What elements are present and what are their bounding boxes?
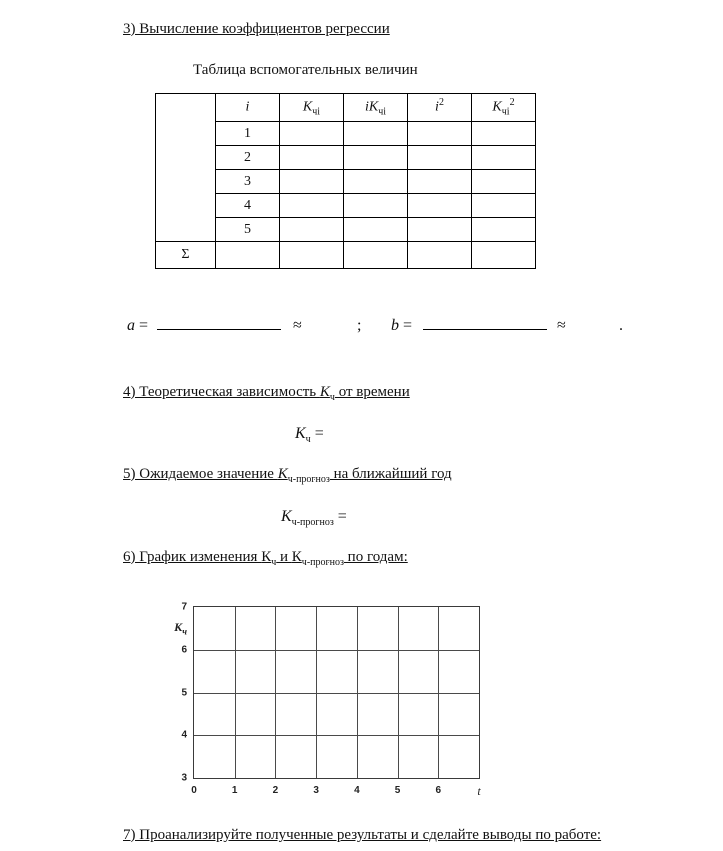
- approx-sign-b: ≈: [557, 317, 566, 334]
- formula-period: .: [619, 317, 623, 334]
- x-tick: 0: [191, 785, 197, 796]
- x-tick: 3: [313, 785, 319, 796]
- empty-cell: [280, 218, 344, 242]
- kch-year-chart: [174, 601, 481, 798]
- x-tick: 2: [272, 785, 279, 796]
- empty-cell: [344, 122, 408, 146]
- empty-cell: [472, 218, 536, 242]
- row-index-cell: 1: [216, 122, 280, 146]
- formula-separator: ;: [357, 317, 362, 334]
- grid-hline: [194, 735, 479, 736]
- empty-cell: [408, 170, 472, 194]
- kch-prognoz-formula: $K_{ч-прогноз}$ =: [281, 508, 347, 529]
- empty-cell: [280, 194, 344, 218]
- empty-cell: [344, 194, 408, 218]
- empty-cell: [408, 242, 472, 269]
- b-fraction-line: [423, 329, 547, 330]
- section-6-post: по годам:: [343, 549, 408, 565]
- empty-cell: [280, 146, 344, 170]
- row-index-cell: 3: [216, 170, 280, 194]
- sigma-cell: Σ: [156, 242, 216, 269]
- kch-formula: $K_ч$ =: [295, 425, 324, 446]
- y-tick: 4: [181, 729, 187, 741]
- empty-cell: [216, 242, 280, 269]
- empty-cell: [472, 122, 536, 146]
- empty-cell: [344, 146, 408, 170]
- x-tick: 6: [435, 785, 442, 796]
- grid-hline: [194, 650, 479, 651]
- empty-cell: [408, 146, 472, 170]
- regression-coefficient-formulas: [0, 317, 723, 341]
- col-header-i2: $i^2$: [408, 94, 472, 122]
- y-tick: 6: [181, 644, 187, 656]
- row-index-cell: 2: [216, 146, 280, 170]
- empty-cell: [472, 170, 536, 194]
- col-header-kchi: $K_{чi}$: [280, 94, 344, 122]
- grid-hline: [194, 693, 479, 694]
- y-axis-label: $К_ч$: [174, 620, 187, 637]
- section-6-heading: 6) График изменения $К_ч$ и $К_{ч-прогноз}$ по годам:: [123, 549, 408, 568]
- a-formula-lhs: a =: [127, 317, 149, 334]
- col-header-i: i: [216, 94, 280, 122]
- approx-sign-a: ≈: [293, 317, 302, 334]
- empty-cell: [344, 218, 408, 242]
- empty-cell: [408, 122, 472, 146]
- empty-cell: [472, 194, 536, 218]
- section-5-heading: 5) Ожидаемое значение $K_{ч-прогноз}$ на ближайший год: [123, 466, 452, 485]
- section-4-post: от времени: [334, 384, 410, 400]
- x-tick: 5: [394, 785, 401, 796]
- empty-cell: [408, 218, 472, 242]
- aux-table-title: Таблица вспомогательных величин: [193, 62, 418, 78]
- section-6-pre: 6) График изменения: [123, 549, 262, 565]
- empty-cell: [280, 122, 344, 146]
- col-header-kchi2: $K_{чi}^2$: [472, 94, 536, 122]
- empty-cell: [472, 146, 536, 170]
- section-4-pre: 4) Теоретическая зависимость: [123, 384, 320, 400]
- x-axis-label: t: [477, 784, 481, 798]
- empty-cell: [472, 242, 536, 269]
- row-index-cell: 4: [216, 194, 280, 218]
- y-tick: 3: [181, 772, 187, 784]
- empty-cell: [280, 242, 344, 269]
- section-7-heading-text: 7) Проанализируйте полученные результаты и сделайте выводы по работе:: [123, 827, 602, 843]
- table-sum-row: [156, 242, 536, 269]
- x-tick: 4: [354, 785, 360, 796]
- section-5-pre: 5) Ожидаемое значение: [123, 466, 278, 482]
- empty-cell: [408, 194, 472, 218]
- section-3-heading-text: 3) Вычисление коэффициентов регрессии: [123, 21, 390, 37]
- row-index-cell: 5: [216, 218, 280, 242]
- empty-cell: [344, 170, 408, 194]
- table-header-row: [156, 94, 536, 122]
- empty-cell: [280, 170, 344, 194]
- x-tick: 1: [231, 785, 238, 796]
- y-tick: 5: [181, 687, 187, 698]
- section-7-heading: [123, 827, 601, 844]
- section-3-heading: [123, 21, 390, 38]
- a-fraction-line: [157, 329, 281, 330]
- section-5-post: на ближайший год: [329, 466, 452, 482]
- section-4-heading: 4) Теоретическая зависимость $K_ч$ от времени: [123, 384, 410, 403]
- aux-values-table: [155, 93, 536, 269]
- b-formula-lhs: b =: [391, 317, 413, 334]
- empty-cell: [344, 242, 408, 269]
- y-tick: 7: [181, 601, 187, 613]
- col-header-ikchi: $iK_{чi}$: [344, 94, 408, 122]
- table-left-merged-cell: [156, 94, 216, 242]
